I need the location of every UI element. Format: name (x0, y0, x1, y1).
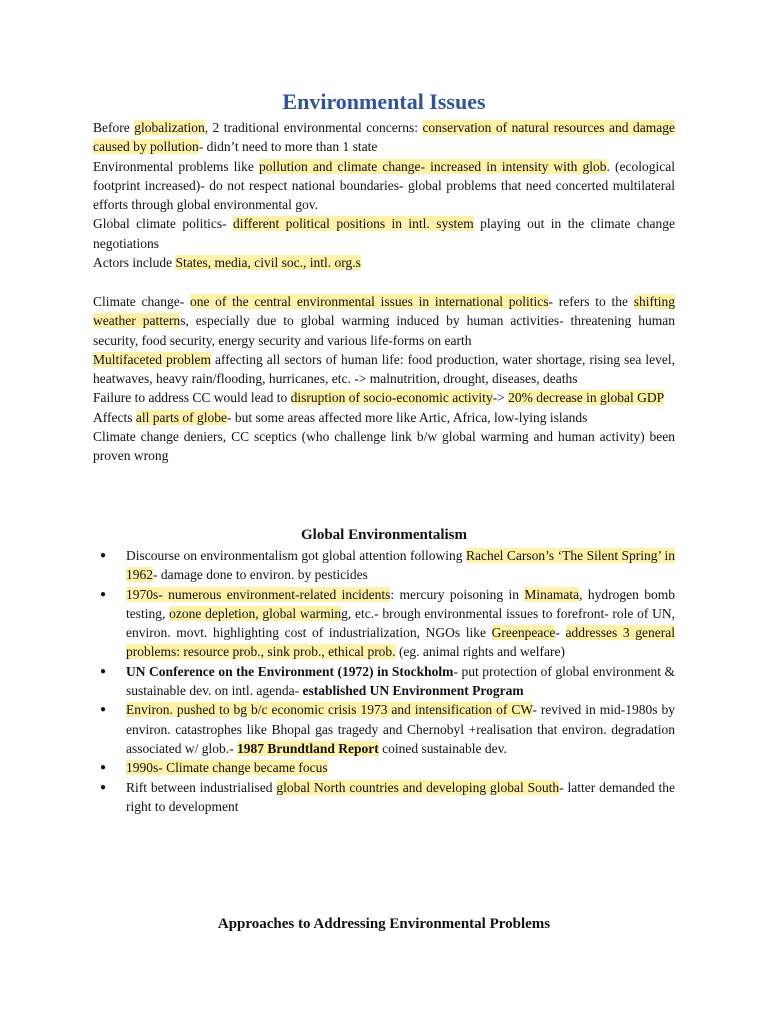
climate-paragraph-1: Climate change- one of the central environmental issues in international politics- refers to the shifting weather patterns, especially due to global warming induced by human activities- threatening human security, food security, energy security and various life-forms on earth (93, 294, 676, 348)
section-heading-global-environmentalism: Global Environmentalism (301, 527, 467, 543)
intro-section (93, 118, 675, 272)
list-item: ● Environ. pushed to bg b/c economic crisis 1973 and intensification of CW- revived in mid-1980s by environ. catastrophes like Bhopal gas tragedy and Chernobyl +realisation that environ. degradation associated w/ glob.- 1987 Brundtland Report coined sustainable dev. (93, 700, 675, 758)
intro-paragraph-2: Environmental problems like pollution and climate change- increased in intensity with glob. (ecological footprint increased)- do not respect national boundaries- global problems that need concerted multilateral efforts through global environmental gov. (93, 158, 675, 213)
list-item: ● UN Conference on the Environment (1972) in Stockholm- put protection of global environment & sustainable dev. on intl. agenda- established UN Environment Program (93, 662, 675, 701)
list-item: ● Rift between industrialised global North countries and developing global South- latter demanded the right to development (93, 778, 675, 817)
climate-paragraph-2: Multifaceted problem affecting all sectors of human life: food production, water shortage, rising sea level, heatwaves, heavy rain/flooding, hurricanes, etc. -> malnutrition, drought, diseases, deaths (93, 351, 675, 387)
intro-paragraph-4: Actors include States, media, civil soc., intl. org.s (93, 255, 361, 271)
list-item: ● 1970s- numerous environment-related incidents: mercury poisoning in Minamata, hydrogen bomb testing, ozone depletion, global warming, etc.- brough environmental issues to forefront- role of UN, environ. movt. highlighting cost of industrialization, NGOs like Greenpeace- addresses 3 general problems: resource prob., sink prob., ethical prob. (eg. animal rights and welfare) (93, 585, 675, 662)
environmentalism-bullet-list (93, 546, 675, 816)
list-item: ● Discourse on environmentalism got global attention following Rachel Carson’s ‘The Silent Spring’ in 1962- damage done to environ. by pesticides (93, 546, 675, 585)
page-title: Environmental Issues (282, 89, 486, 114)
climate-paragraph-3: Failure to address CC would lead to disruption of socio-economic activity-> 20% decrease in global GDP (93, 390, 665, 406)
climate-paragraph-5: Climate change deniers, CC sceptics (who challenge link b/w global warming and human activity) been proven wrong (93, 429, 675, 464)
climate-paragraph-4: Affects all parts of globe- but some areas affected more like Artic, Africa, low-lying islands (93, 409, 588, 425)
intro-paragraph-1: Before globalization, 2 traditional environmental concerns: conservation of natural resources and damage caused by pollution- didn’t need to more than 1 state (93, 120, 675, 155)
intro-paragraph-3: Global climate politics- different political positions in intl. system playing out in the climate change negotiations (93, 216, 676, 251)
climate-change-section (93, 292, 675, 466)
section-heading-approaches: Approaches to Addressing Environmental Problems (217, 916, 551, 932)
list-item: ● 1990s- Climate change became focus (93, 758, 675, 777)
